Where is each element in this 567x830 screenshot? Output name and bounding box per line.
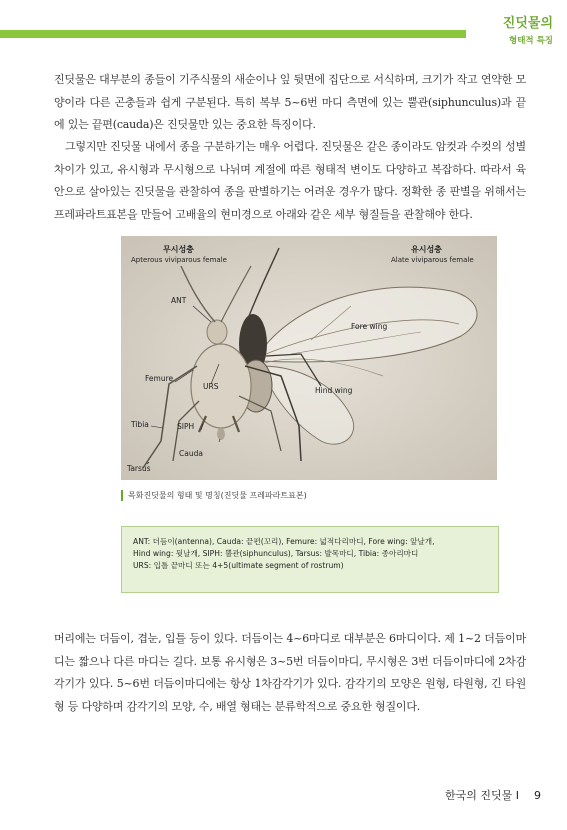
label-fore-wing: Fore wing xyxy=(351,322,388,331)
figure-caption: 목화진딧물의 형태 및 명칭(진딧물 프레파라트표본) xyxy=(121,490,307,501)
label-siph: SIPH xyxy=(177,422,195,431)
label-ant: ANT xyxy=(171,296,187,305)
paragraph-3: 머리에는 더듬이, 겹눈, 입틀 등이 있다. 더듬이는 4~6마디로 대부분은 6마디이다. 제 1~2 더듬이마디는 짧으나 다른 마디는 길다. 보통 유시형은 3~5번 더듬이마디, 무시형은 3번 더듬이마디에 2차감각기가 있다. 5~6번 더듬이마디에는 항상 1차감각기가 있다. 감각기의 모양은 원형, 타원형, 긴 타원형 등 다양하며 감각기의 모양, 수, 배열 형태는 분류학적으로 중요한 형질이다. xyxy=(54,632,526,713)
label-tarsus: Tarsus xyxy=(127,464,151,473)
legend-line-1: ANT: 더듬이(antenna), Cauda: 끝편(꼬리), Femure: 넓적다리마디, Fore wing: 앞날개, xyxy=(133,537,435,546)
page-number: 9 xyxy=(534,789,541,802)
paragraph-1: 진딧물은 대부분의 종들이 기주식물의 새순이나 잎 뒷면에 집단으로 서식하며, 크기가 작고 연약한 모양이라 다른 곤충들과 쉽게 구분된다. 특히 복부 5~6번 마디 측면에 있는 뿔관(siphunculus)과 끝에 있는 끝편(cauda)은 진딧물만 있는 중요한 특징이다. xyxy=(54,73,526,131)
label-cauda: Cauda xyxy=(179,449,203,458)
alate-subtitle: Alate viviparous female xyxy=(391,256,474,264)
running-title: 진딧물의 xyxy=(502,16,553,31)
legend-line-3: URS: 입틀 끝마디 또는 4+5(ultimate segment of rostrum) xyxy=(133,561,344,570)
running-subtitle: 형태적 특징 xyxy=(508,36,553,46)
paragraph-2: 그렇지만 진딧물 내에서 종을 구분하기는 매우 어렵다. 진딧물은 같은 종이라도 암컷과 수컷의 성별 차이가 있고, 유시형과 무시형으로 나뉘며 계절에 따른 형태적 변이도 다양하고 복잡하다. 따라서 육안으로 살아있는 진딧물을 관찰하여 종을 판별하기는 어려운 경우가 많다. 정확한 종 판별을 위해서는 프레파라트표본을 만들어 고배율의 현미경으로 아래와 같은 세부 형질들을 관찰해야 한다. xyxy=(54,140,526,221)
abbreviation-legend xyxy=(121,526,499,593)
apterous-title: 무시성충 xyxy=(163,245,194,254)
label-urs: URS xyxy=(203,382,219,391)
aphid-figure xyxy=(121,236,497,480)
label-hind-wing: Hind wing xyxy=(315,386,353,395)
page-footer xyxy=(445,787,541,803)
apterous-subtitle: Apterous viviparous female xyxy=(131,256,227,264)
alate-title: 유시성충 xyxy=(411,245,442,254)
aphid-illustration xyxy=(121,236,497,480)
book-title: 한국의 진딧물 I xyxy=(445,789,519,802)
label-tibia: Tibia xyxy=(131,420,149,429)
label-femure: Femure xyxy=(145,374,174,383)
legend-line-2: Hind wing: 뒷날개, SIPH: 뿔관(siphunculus), Tarsus: 발목마디, Tibia: 종아리마디 xyxy=(133,549,419,558)
header-bar xyxy=(0,30,466,38)
